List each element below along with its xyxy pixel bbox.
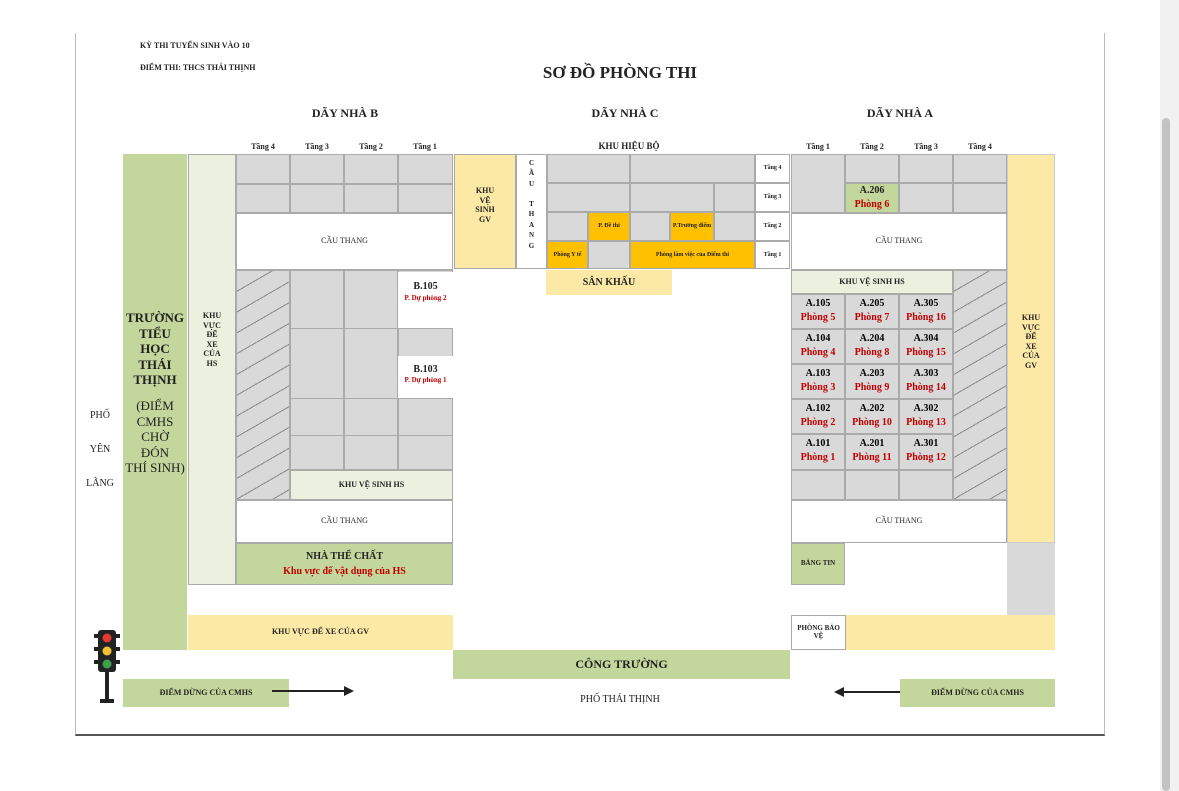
a-floor4-header: Tầng 4 xyxy=(968,142,992,151)
c-room xyxy=(547,154,630,183)
a-floor3-header: Tầng 3 xyxy=(914,142,938,151)
exam-room-cell: A.303 Phòng 14 xyxy=(899,364,953,399)
b-stairs-bottom: CẦU THANG xyxy=(236,500,453,543)
b-room xyxy=(344,270,398,470)
arrow-left-icon xyxy=(832,685,902,699)
teacher-parking-right-bottom xyxy=(846,615,1055,650)
b-room xyxy=(290,270,344,470)
b-room xyxy=(236,184,290,213)
school-gate: CÔNG TRƯỜNG xyxy=(453,650,790,679)
a-student-toilet: KHU VỆ SINH HS xyxy=(791,270,953,294)
guard-room: PHÒNG BẢO VỆ xyxy=(791,615,846,650)
b-room xyxy=(290,154,344,184)
exam-room-cell: A.304 Phòng 15 xyxy=(899,329,953,364)
b-floor3-header: Tầng 3 xyxy=(305,142,329,151)
b-room xyxy=(290,184,344,213)
a-stairs-top: CẦU THANG xyxy=(791,213,1007,270)
traffic-light-icon xyxy=(92,628,122,704)
b-row-divider xyxy=(290,398,453,399)
b-room xyxy=(236,154,290,184)
exam-room-cell: A.205 Phòng 7 xyxy=(845,294,899,329)
a-room xyxy=(953,154,1007,183)
c-room xyxy=(630,154,755,183)
room-a206-label: Phòng 6 xyxy=(854,199,890,210)
b-room xyxy=(344,184,398,213)
exam-room-cell: A.301 Phòng 12 xyxy=(899,434,953,470)
exam-office-room: Phòng làm việc của Điểm thi xyxy=(630,241,755,269)
teacher-parking-left: KHU VỰC ĐỂ XE CỦA GV xyxy=(188,615,453,650)
student-parking-area xyxy=(188,154,236,585)
c-room xyxy=(714,212,755,241)
student-parking-label: KHU VỰC ĐỂ XE CỦA HS xyxy=(202,311,222,368)
b-floor2-header: Tầng 2 xyxy=(359,142,383,151)
primary-school-label: TRƯỜNG TIỂU HỌC THÁI THỊNH (ĐIỂM CMHS CHỜ ĐÓN THÍ SINH) xyxy=(125,310,185,476)
exam-room-cell: A.201 Phòng 11 xyxy=(845,434,899,470)
exam-venue: ĐIỂM THI: THCS THÁI THỊNH xyxy=(140,63,256,72)
teacher-toilet-label: KHU VỆ SINH GV xyxy=(475,186,495,224)
room-b103-label: P. Dự phòng 1 xyxy=(404,376,447,384)
stage: SÂN KHẤU xyxy=(546,270,672,295)
b-row-divider xyxy=(290,328,453,329)
exam-name: KỲ THI TUYỂN SINH VÀO 10 xyxy=(140,41,250,50)
exam-room-cell: A.105 Phòng 5 xyxy=(791,294,845,329)
b-room xyxy=(344,154,398,184)
c-floor3-label: Tầng 3 xyxy=(755,183,790,212)
parent-stop-left: ĐIỂM DỪNG CỦA CMHS xyxy=(123,679,289,707)
a-floor2-header: Tầng 2 xyxy=(860,142,884,151)
a-room xyxy=(791,154,845,213)
exam-room-cell: A.204 Phòng 8 xyxy=(845,329,899,364)
gymnasium xyxy=(236,543,453,585)
gymnasium-note: Khu vực để vật dụng của HS xyxy=(283,566,406,577)
exam-room-cell: A.305 Phòng 16 xyxy=(899,294,953,329)
page-title: SƠ ĐỒ PHÒNG THI xyxy=(542,63,698,82)
b-floor1-header: Tầng 1 xyxy=(413,142,437,151)
exam-room-cell: A.202 Phòng 10 xyxy=(845,399,899,434)
arrow-right-icon xyxy=(272,684,356,698)
c-room xyxy=(547,212,588,241)
parent-stop-right: ĐIỂM DỪNG CỦA CMHS xyxy=(900,679,1055,707)
corner-block xyxy=(1007,543,1055,615)
street-yen-lang-label: PHỐ YÊN LÃNG xyxy=(86,410,114,489)
c-floor2-label: Tầng 2 xyxy=(755,212,790,241)
c-floor1-label: Tầng 1 xyxy=(755,241,790,269)
b-stairs-top: CẦU THANG xyxy=(236,213,453,270)
a-floor1-header: Tầng 1 xyxy=(806,142,830,151)
building-b-label: DÃY NHÀ B xyxy=(311,106,379,120)
b-room xyxy=(398,154,453,184)
room-b105-label: P. Dự phòng 2 xyxy=(404,294,447,302)
b-student-toilet: KHU VỆ SINH HS xyxy=(290,470,453,500)
head-of-site-room: P.Trưởng điểm xyxy=(670,212,714,241)
a-room xyxy=(791,470,845,500)
street-thai-thinh: PHỐ THÁI THỊNH xyxy=(580,694,660,705)
b-room xyxy=(398,184,453,213)
exam-room-cell: A.302 Phòng 13 xyxy=(899,399,953,434)
building-a-label: DÃY NHÀ A xyxy=(866,106,934,120)
notice-board: BẢNG TIN xyxy=(791,543,845,585)
b-hatched-column xyxy=(236,270,290,500)
c-room xyxy=(547,183,630,212)
exam-room-cell: A.102 Phòng 2 xyxy=(791,399,845,434)
b-row-divider xyxy=(290,435,453,436)
exam-room-cell: A.104 Phòng 4 xyxy=(791,329,845,364)
c-room xyxy=(714,183,755,212)
a-room xyxy=(845,154,899,183)
medical-room: Phòng Y tế xyxy=(547,241,588,269)
c-floor4-label: Tầng 4 xyxy=(755,154,790,183)
room-b103-code: B.103 xyxy=(413,364,438,375)
a-room xyxy=(899,183,953,213)
exam-room-cell: A.103 Phòng 3 xyxy=(791,364,845,399)
b-floor4-header: Tầng 4 xyxy=(251,142,275,151)
scrollbar-thumb[interactable] xyxy=(1162,118,1170,791)
room-a206-code: A.206 xyxy=(859,185,885,196)
c-room xyxy=(630,183,714,212)
a-room xyxy=(845,470,899,500)
exam-room-cell: A.203 Phòng 9 xyxy=(845,364,899,399)
building-c-label: DÃY NHÀ C xyxy=(591,106,659,120)
a-room xyxy=(899,154,953,183)
teacher-parking-right-label: KHU VỰC ĐỂ XE CỦA GV xyxy=(1021,313,1041,370)
a-room xyxy=(953,183,1007,213)
a-room xyxy=(899,470,953,500)
exam-room-cell: A.101 Phòng 1 xyxy=(791,434,845,470)
c-room xyxy=(588,241,630,269)
office-block-label: KHU HIỆU BỘ xyxy=(598,141,660,151)
c-room xyxy=(630,212,670,241)
room-b105-code: B.105 xyxy=(413,281,438,292)
a-stairs-bottom: CẦU THANG xyxy=(791,500,1007,543)
a-hatched-column xyxy=(953,270,1007,500)
c-stairs-label: C Ầ U T H A N G xyxy=(528,159,535,250)
exam-paper-room: P. Đề thi xyxy=(588,212,630,241)
gymnasium-title: NHÀ THỂ CHẤT xyxy=(305,551,384,562)
